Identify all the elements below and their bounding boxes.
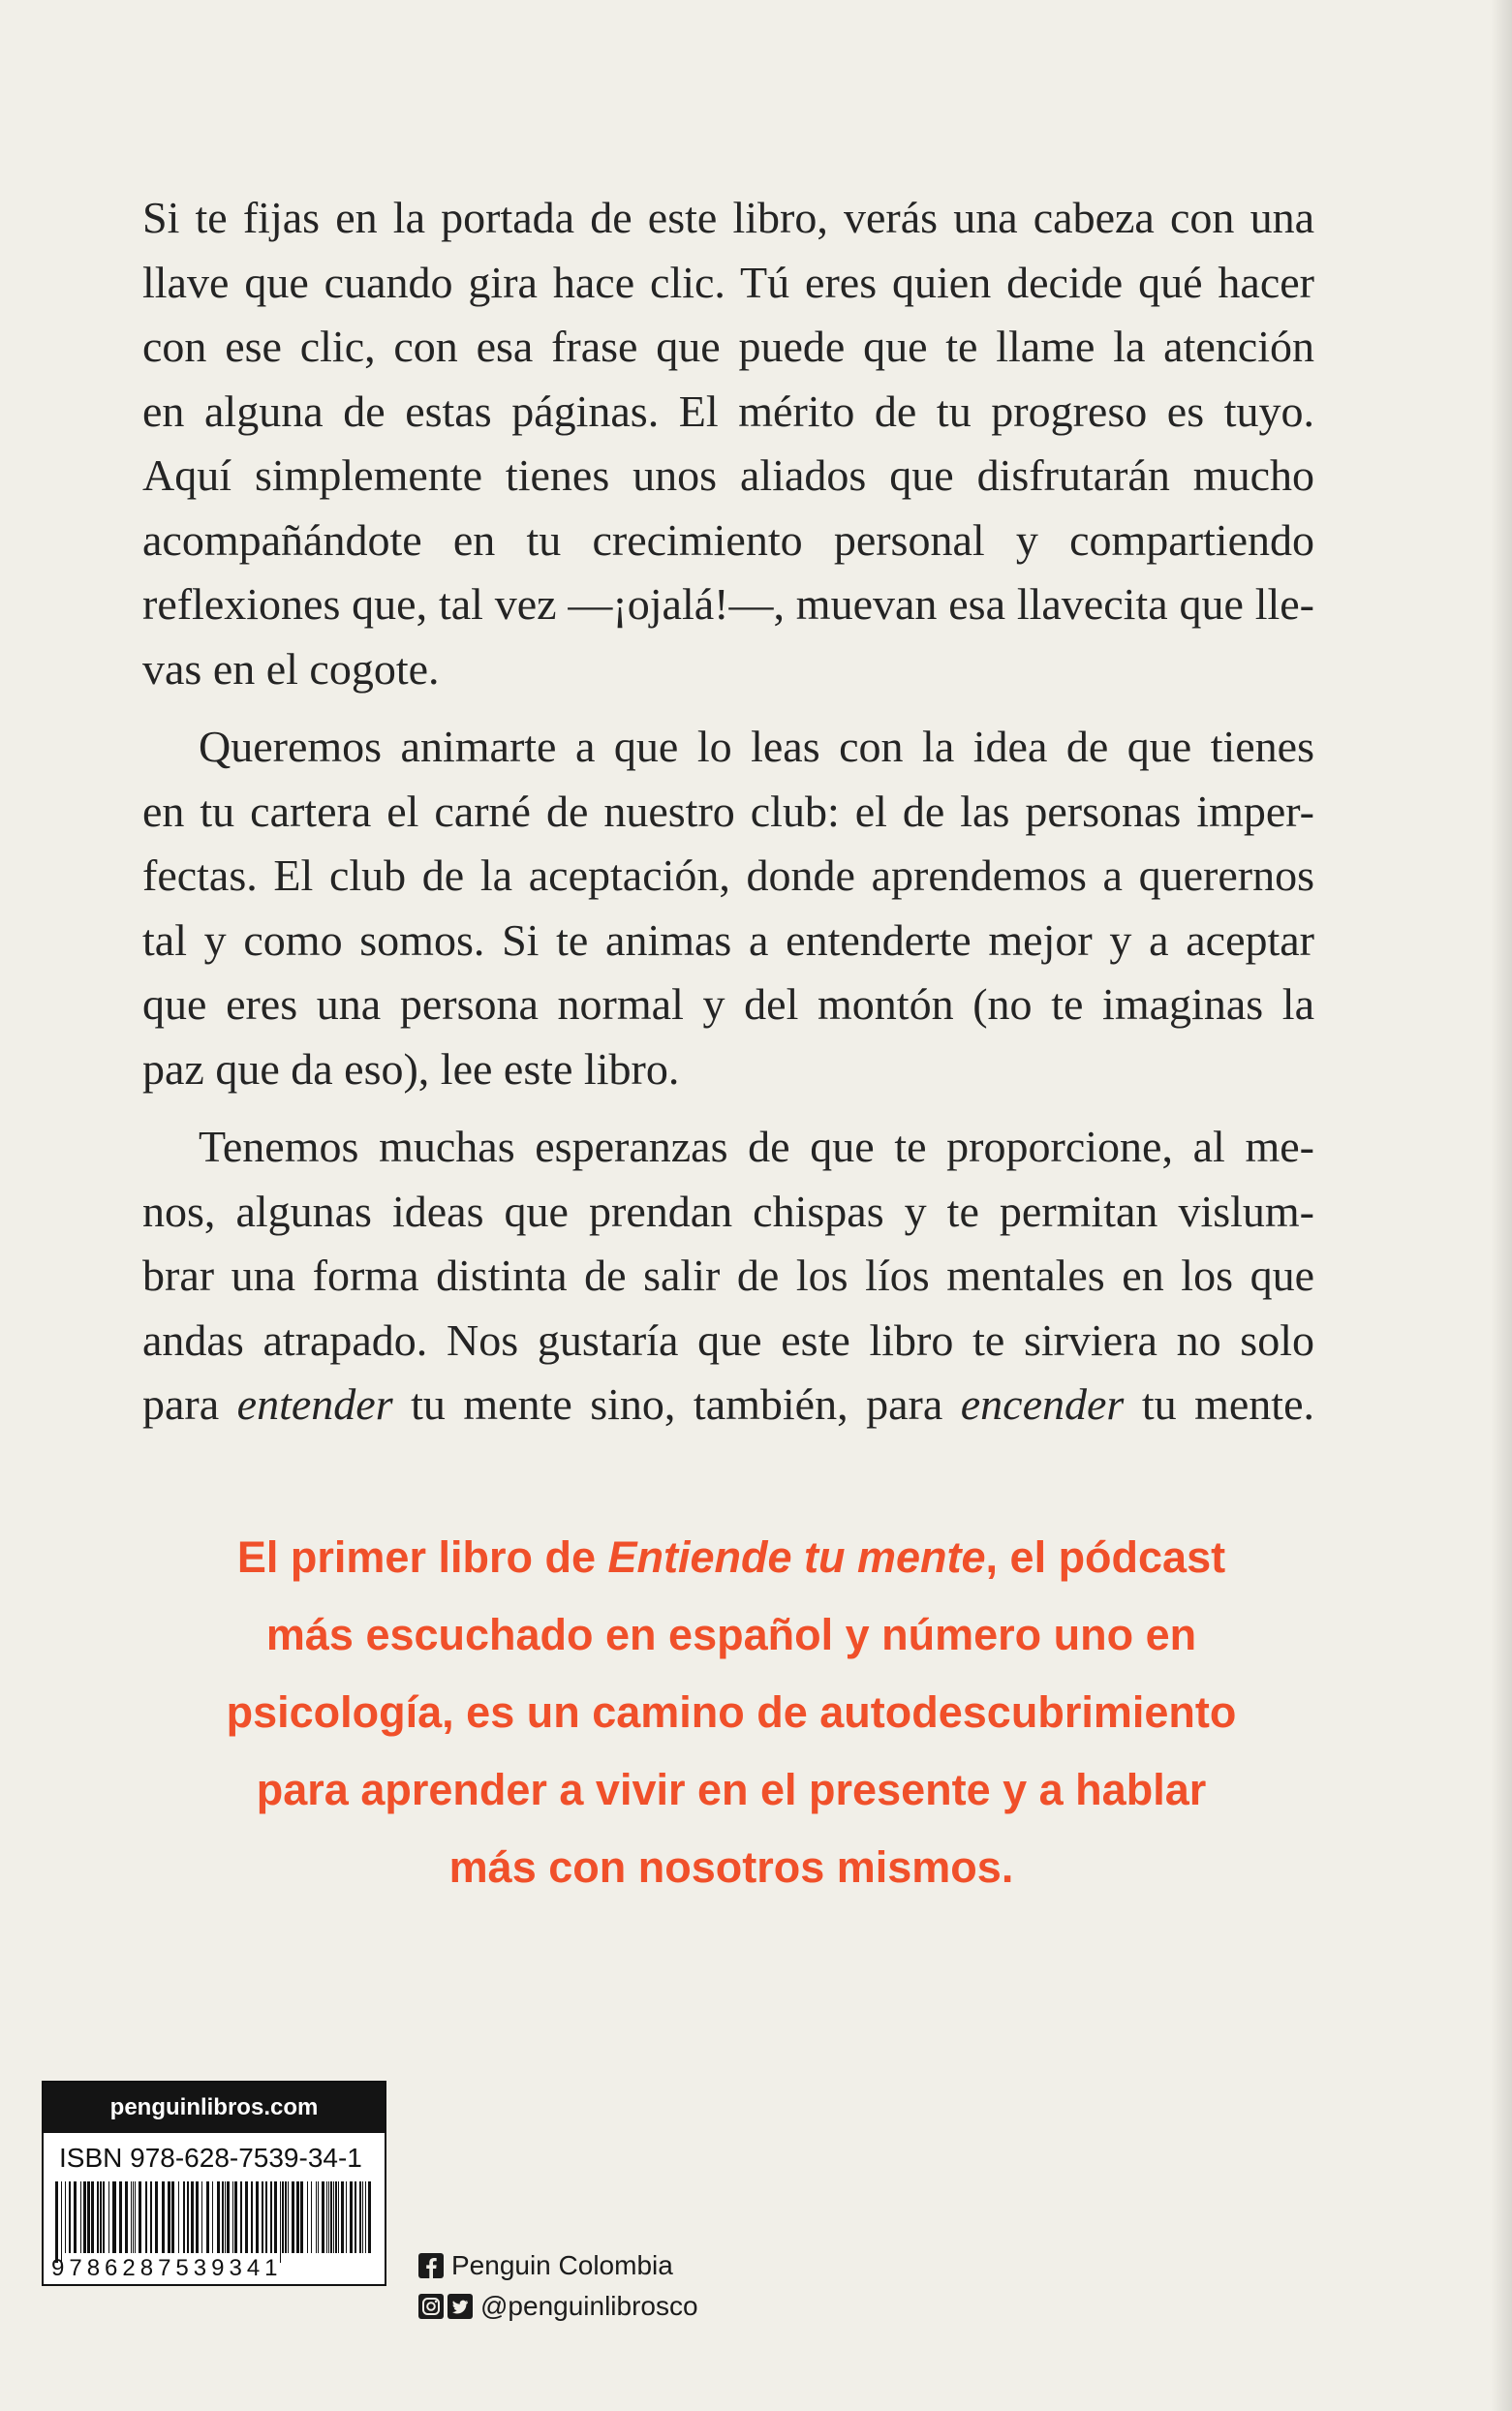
text-fragment: tu mente.: [1124, 1379, 1314, 1429]
barcode-bar: [196, 2181, 199, 2253]
text-line: paz que da eso), lee este libro.: [142, 1043, 680, 1094]
social-handle: @penguinlibrosco: [480, 2291, 698, 2321]
text-line: fectas. El club de la aceptación, donde aprendemos a querernos: [142, 850, 1314, 900]
barcode-bar: [119, 2181, 122, 2253]
facebook-icon: [418, 2253, 444, 2278]
text-line: en tu cartera el carné de nuestro club: el de las personas imper-: [142, 786, 1314, 836]
barcode-bar: [112, 2181, 116, 2253]
tagline-line: psicología, es un camino de autodescubrimiento: [226, 1687, 1237, 1737]
barcode-bar: [251, 2181, 253, 2253]
barcode-bar: [155, 2181, 158, 2253]
barcode-bar: [335, 2181, 337, 2253]
text-line: nos, algunas ideas que prendan chispas y te permitan vislum-: [142, 1186, 1314, 1236]
barcode-bar: [282, 2181, 284, 2253]
barcode-bar: [108, 2181, 109, 2253]
barcode-bar: [285, 2181, 287, 2253]
barcode-bar: [232, 2181, 233, 2253]
tagline-line: para aprender a vivir en el presente y a hablar: [256, 1765, 1207, 1814]
tagline-line: más con nosotros mismos.: [448, 1842, 1014, 1892]
barcode-bar: [227, 2181, 230, 2253]
barcode-bar: [355, 2181, 356, 2253]
text-line: vas en el cogote.: [142, 643, 440, 694]
barcode-bar: [183, 2181, 185, 2253]
barcode-bar: [240, 2181, 242, 2253]
barcode-bar: [145, 2181, 147, 2253]
barcode-bar: [318, 2181, 319, 2253]
barcode-bar: [91, 2181, 94, 2253]
text-line: llave que cuando gira hace clic. Tú eres quien decide qué hacer: [142, 257, 1314, 307]
promo-tagline: [165, 1519, 1298, 1906]
text-fragment: tu mente sino, también, para: [392, 1379, 961, 1429]
barcode-bar: [187, 2181, 189, 2253]
barcode-bar: [191, 2181, 194, 2253]
barcode-bar: [222, 2181, 224, 2253]
text-line-last: [142, 1373, 1314, 1437]
barcode-bar: [65, 2181, 66, 2253]
barcode-bar: [131, 2181, 132, 2253]
text-fragment: , el pódcast: [985, 1532, 1226, 1582]
barcode-digits: 9786287539341: [51, 2255, 283, 2281]
isbn-barcode-box: [42, 2081, 386, 2286]
twitter-icon: [447, 2294, 473, 2319]
paragraph-3: [142, 1115, 1314, 1437]
paragraph-1: [142, 186, 1314, 701]
tagline-line: [165, 1519, 1298, 1596]
publisher-website[interactable]: penguinlibros.com: [44, 2083, 385, 2133]
barcode-bar: [201, 2181, 202, 2253]
barcode-bar: [359, 2181, 361, 2253]
barcode-bar: [69, 2181, 71, 2253]
barcode-bar: [245, 2181, 248, 2253]
back-cover-blurb: [142, 186, 1314, 1437]
barcode-bar: [300, 2181, 303, 2253]
barcode-bar: [265, 2181, 267, 2253]
social-links: [418, 2245, 698, 2327]
barcode-bar: [97, 2181, 99, 2253]
barcode-bar: [262, 2181, 263, 2253]
facebook-page-name: Penguin Colombia: [451, 2250, 673, 2280]
barcode-bar: [328, 2181, 329, 2253]
page-edge-shadow: [1491, 0, 1512, 2411]
podcast-title: Entiende tu mente: [607, 1532, 986, 1582]
barcode-bar: [206, 2181, 209, 2253]
text-line: andas atrapado. Nos gustaría que este libro te sirviera no solo: [142, 1314, 1314, 1365]
barcode-bar: [341, 2181, 344, 2253]
barcode-bar: [133, 2181, 134, 2253]
barcode-bar: [346, 2181, 347, 2253]
text-line: Si te fijas en la portada de este libro, verás una cabeza con una: [142, 193, 1314, 242]
barcode-bar: [338, 2181, 339, 2253]
barcode-bar: [288, 2181, 289, 2253]
isbn-number: ISBN 978-628-7539-34-1: [59, 2143, 362, 2173]
text-line: reflexiones que, tal vez —¡ojalá!—, muevan esa llavecita que lle-: [142, 579, 1314, 629]
text-line: acompañándote en tu crecimiento personal y compartiendo: [142, 514, 1314, 565]
text-line: Tenemos muchas esperanzas de que te proporcione, al me-: [199, 1122, 1314, 1171]
barcode-bar: [103, 2181, 105, 2253]
barcode-bar: [326, 2181, 327, 2253]
barcode-bar: [330, 2181, 332, 2253]
barcode-bar: [212, 2181, 213, 2253]
barcode-bar: [311, 2181, 312, 2253]
barcode-bar: [256, 2181, 259, 2253]
instagram-icon: [418, 2294, 444, 2319]
text-line: en alguna de estas páginas. El mérito de tu progreso es tuyo.: [142, 386, 1314, 436]
barcode-bar: [225, 2181, 226, 2253]
paragraph-2: [142, 715, 1314, 1101]
barcode-bar: [270, 2181, 272, 2253]
text-line: brar una forma distinta de salir de los líos mentales en los que: [142, 1251, 1314, 1300]
barcode-bar: [171, 2181, 174, 2253]
barcode-bar: [316, 2181, 317, 2253]
italic-encender: encender: [960, 1379, 1125, 1429]
barcode-bar: [55, 2181, 58, 2263]
text-line: tal y como somos. Si te animas a entenderte mejor y a aceptar: [142, 914, 1314, 965]
barcode-bar: [322, 2181, 324, 2253]
barcode-bar: [350, 2181, 353, 2253]
barcode-image: [53, 2181, 373, 2263]
barcode-bar: [139, 2181, 141, 2253]
barcode-bar: [307, 2181, 308, 2253]
text-line: Queremos animarte a que lo leas con la idea de que tienes: [199, 722, 1314, 771]
text-line: que eres una persona normal y del montón (no te imaginas la: [142, 979, 1314, 1029]
handle-link[interactable]: [418, 2286, 698, 2327]
barcode-bar: [292, 2181, 294, 2253]
barcode-bar: [125, 2181, 128, 2253]
barcode-bar: [178, 2181, 179, 2253]
barcode-bar: [74, 2181, 77, 2253]
barcode-bar: [234, 2181, 237, 2253]
barcode-bar: [162, 2181, 165, 2253]
barcode-bar: [280, 2181, 281, 2263]
barcode-bar: [368, 2181, 371, 2253]
text-fragment: para: [142, 1379, 237, 1429]
barcode-bar: [168, 2181, 170, 2253]
barcode-bar: [217, 2181, 220, 2253]
text-line: Aquí simplemente tienes unos aliados que disfrutarán mucho: [142, 450, 1314, 500]
barcode-bar: [135, 2181, 136, 2253]
barcode-bar: [87, 2181, 90, 2253]
tagline-line: más escuchado en español y número uno en: [265, 1610, 1197, 1659]
facebook-link[interactable]: [418, 2245, 698, 2286]
barcode-bar: [80, 2181, 81, 2253]
barcode-bar: [296, 2181, 299, 2253]
barcode-bar: [274, 2181, 277, 2253]
barcode-bar: [100, 2181, 102, 2253]
barcode-bar: [333, 2181, 334, 2253]
barcode-bar: [365, 2181, 366, 2253]
barcode-bar: [61, 2181, 62, 2263]
text-fragment: El primer libro de: [236, 1532, 608, 1582]
barcode-bar: [83, 2181, 86, 2253]
italic-entender: entender: [236, 1379, 393, 1429]
barcode-bar: [362, 2181, 363, 2253]
text-line: con ese clic, con esa frase que puede que te llame la atención: [142, 322, 1314, 371]
barcode-bar: [150, 2181, 152, 2253]
